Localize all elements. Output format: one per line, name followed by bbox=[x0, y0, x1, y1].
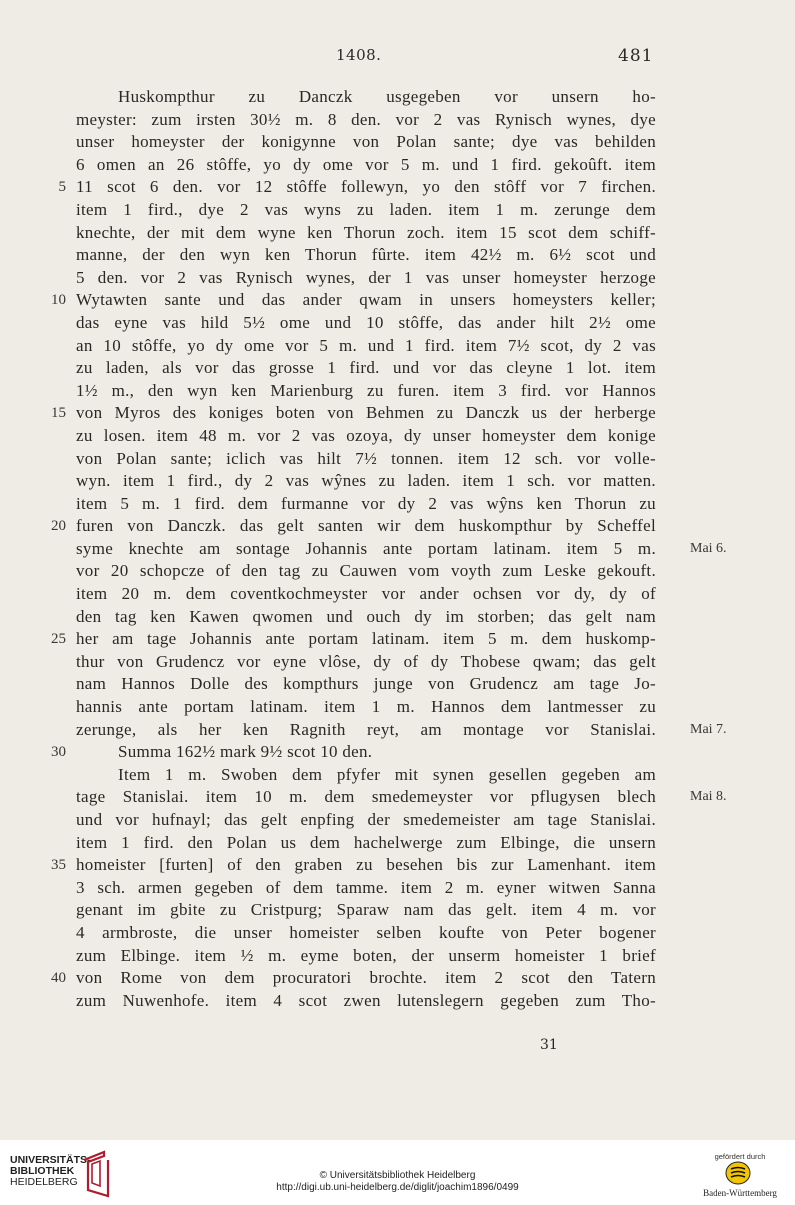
margin-date-note: Mai 6. bbox=[690, 540, 727, 556]
line-text: nam Hannos Dolle des kompthurs junge von Grudencz am tage Jo- bbox=[76, 674, 656, 694]
line-text: 5 den. vor 2 vas Rynisch wynes, der 1 vas unser homeyster herzoge bbox=[76, 267, 656, 287]
line-text: item 1 fird. den Polan us dem hachelwerge zum Elbinge, die unsern bbox=[76, 832, 656, 852]
line-text: 3 sch. armen gegeben of dem tamme. item 2 m. eyner witwen Sanna bbox=[76, 877, 656, 897]
text-line bbox=[0, 696, 795, 719]
line-text: item 20 m. dem coventkochmeyster vor ander ochsen vor dy, dy of bbox=[76, 584, 656, 604]
line-text: zu losen. item 48 m. vor 2 vas ozoya, dy unser homeyster dem konige bbox=[76, 425, 656, 445]
line-number: 25 bbox=[51, 631, 66, 648]
margin-date-note: Mai 7. bbox=[690, 721, 727, 737]
line-text: von Myros des koniges boten von Behmen zu Danczk us der herberge bbox=[76, 403, 656, 423]
line-text: zu laden, als vor das grosse 1 fird. und vor das cleyne 1 lot. item bbox=[76, 358, 656, 378]
text-line bbox=[0, 515, 795, 538]
copyright-text: © Universitätsbibliothek Heidelberg bbox=[319, 1170, 476, 1181]
text-line bbox=[0, 493, 795, 516]
line-text: thur von Grudencz vor eyne vlôse, dy of dy Thobese qwam; das gelt bbox=[76, 651, 656, 671]
line-text: homeister [furten] of den graben zu besehen bis zur Lamenhant. item bbox=[76, 855, 656, 875]
text-line bbox=[0, 86, 795, 109]
line-text: und vor hufnayl; das gelt enpfing der smedemeister am tage Stanislai. bbox=[76, 810, 656, 829]
printer-signature: 31 bbox=[540, 1037, 558, 1053]
text-line bbox=[0, 357, 795, 380]
text-line bbox=[0, 448, 795, 471]
text-line bbox=[0, 606, 795, 629]
text-line bbox=[0, 176, 795, 199]
margin-date-note: Mai 8. bbox=[690, 789, 727, 805]
text-line bbox=[0, 470, 795, 493]
line-text: zum Elbinge. item ½ m. eyme boten, der unserm homeister 1 brief bbox=[76, 945, 656, 965]
line-text: Item 1 m. Swoben dem pfyfer mit synen gesellen gegeben am bbox=[118, 764, 656, 784]
line-text: manne, der den wyn ken Thorun fûrte. item 42½ m. 6½ scot und bbox=[76, 245, 656, 265]
text-line bbox=[0, 967, 795, 990]
line-number: 35 bbox=[51, 857, 66, 874]
line-text: furen von Danczk. das gelt santen wir dem huskompthur by Scheffel bbox=[76, 516, 656, 536]
line-number: 30 bbox=[51, 744, 66, 761]
line-number: 10 bbox=[51, 292, 66, 309]
line-text: das eyne vas hild 5½ ome und 10 stôffe, das ander hilt 2½ ome bbox=[76, 312, 656, 332]
line-text: Wytawten sante und das ander qwam in unsers homeysters keller; bbox=[76, 290, 656, 310]
text-line bbox=[0, 312, 795, 335]
text-line bbox=[0, 425, 795, 448]
line-text: unser homeyster der konigynne von Polan sante; dye vas behilden bbox=[76, 132, 656, 152]
text-line bbox=[0, 922, 795, 945]
library-name-line1: UNIVERSITÄTS- bbox=[10, 1154, 91, 1166]
library-name-line2: BIBLIOTHEK bbox=[10, 1165, 75, 1177]
text-line bbox=[0, 741, 795, 764]
text-line bbox=[0, 899, 795, 922]
line-text: item 1 fird., dye 2 vas wyns zu laden. item 1 m. zerunge dem bbox=[76, 199, 656, 219]
text-line bbox=[0, 380, 795, 403]
line-text: 6 omen an 26 stôffe, yo dy ome vor 5 m. und 1 fird. gekoûft. item bbox=[76, 154, 656, 174]
text-line bbox=[0, 244, 795, 267]
line-text: knechte, der mit dem wyne ken Thorun zoch. item 15 scot dem schiff- bbox=[76, 222, 656, 242]
line-text: Huskompthur zu Danczk usgegeben vor unsern ho- bbox=[118, 87, 656, 106]
text-line bbox=[0, 673, 795, 696]
line-text: 11 scot 6 den. vor 12 stôffe follewyn, yo den stôff vor 7 firchen. bbox=[76, 177, 656, 197]
line-text: her am tage Johannis ante portam latinam. item 5 m. dem huskomp- bbox=[76, 629, 656, 649]
copyright-notice bbox=[0, 1170, 795, 1194]
text-line bbox=[0, 832, 795, 855]
funder-name: Baden-Württemberg bbox=[703, 1188, 777, 1198]
text-line bbox=[0, 109, 795, 132]
text-line bbox=[0, 719, 795, 742]
text-line bbox=[0, 628, 795, 651]
line-text: 1½ m., den wyn ken Marienburg zu furen. item 3 fird. vor Hannos bbox=[76, 380, 656, 400]
text-line bbox=[0, 583, 795, 606]
line-text: an 10 stôffe, yo dy ome vor 5 m. und 1 fird. item 7½ scot, dy 2 vas bbox=[76, 335, 656, 355]
text-line bbox=[0, 538, 795, 561]
text-line bbox=[0, 764, 795, 787]
line-number: 40 bbox=[51, 970, 66, 987]
text-line bbox=[0, 854, 795, 877]
line-text: von Polan sante; iclich vas hilt 7½ tonnen. item 12 sch. vor volle- bbox=[76, 448, 656, 468]
document-body bbox=[0, 86, 795, 1012]
text-line bbox=[0, 945, 795, 968]
line-text: hannis ante portam latinam. item 1 m. Hannos dem lantmesser zu bbox=[76, 697, 656, 717]
text-line bbox=[0, 786, 795, 809]
line-text: 4 armbroste, die unser homeister selben koufte von Peter bogener bbox=[76, 922, 656, 942]
line-text: item 5 m. 1 fird. dem furmanne vor dy 2 vas wŷns ken Thorun zu bbox=[76, 493, 656, 513]
line-text: tage Stanislai. item 10 m. dem smedemeyster vor pflugysen blech bbox=[76, 787, 656, 807]
text-line bbox=[0, 222, 795, 245]
text-line bbox=[0, 402, 795, 425]
running-header-year: 1408. bbox=[336, 46, 382, 64]
text-line bbox=[0, 131, 795, 154]
line-text: zerunge, als her ken Ragnith reyt, am montage vor Stanislai. bbox=[76, 719, 656, 739]
permalink-url[interactable]: http://digi.ub.uni-heidelberg.de/diglit/joachim1896/0499 bbox=[276, 1182, 519, 1193]
text-line bbox=[0, 154, 795, 177]
line-text: syme knechte am sontage Johannis ante portam latinam. item 5 m. bbox=[76, 538, 656, 558]
text-line bbox=[0, 199, 795, 222]
text-line bbox=[0, 289, 795, 312]
line-number: 15 bbox=[51, 405, 66, 422]
line-number: 20 bbox=[51, 518, 66, 535]
line-text: zum Nuwenhofe. item 4 scot zwen lutenslegern gegeben zum Tho- bbox=[76, 990, 656, 1010]
summa-line-text: Summa 162½ mark 9½ scot 10 den. bbox=[118, 742, 373, 762]
line-text: wyn. item 1 fird., dy 2 vas wŷnes zu laden. item 1 sch. vor matten. bbox=[76, 471, 656, 491]
text-line bbox=[0, 877, 795, 900]
library-name-line3: HEIDELBERG bbox=[10, 1176, 78, 1188]
text-line bbox=[0, 809, 795, 832]
funded-by-label: gefördert durch bbox=[714, 1152, 766, 1161]
text-line bbox=[0, 267, 795, 290]
line-text: von Rome von dem procuratori brochte. item 2 scot den Tatern bbox=[76, 968, 656, 988]
line-text: vor 20 schopcze of den tag zu Cauwen vom voyth zum Leske gekouft. bbox=[76, 561, 656, 581]
text-line bbox=[0, 651, 795, 674]
line-text: den tag ken Kawen qwomen und ouch dy im storben; das gelt nam bbox=[76, 606, 656, 626]
line-text: genant im gbite zu Cristpurg; Sparaw nam das gelt. item 4 m. vor bbox=[76, 900, 656, 920]
line-number: 5 bbox=[58, 179, 66, 196]
page-number: 481 bbox=[618, 46, 654, 66]
text-line bbox=[0, 335, 795, 358]
baden-wuerttemberg-seal-icon bbox=[725, 1161, 751, 1185]
text-line bbox=[0, 560, 795, 583]
text-line bbox=[0, 990, 795, 1013]
line-text: meyster: zum irsten 30½ m. 8 den. vor 2 vas Rynisch wynes, dye bbox=[76, 109, 656, 129]
